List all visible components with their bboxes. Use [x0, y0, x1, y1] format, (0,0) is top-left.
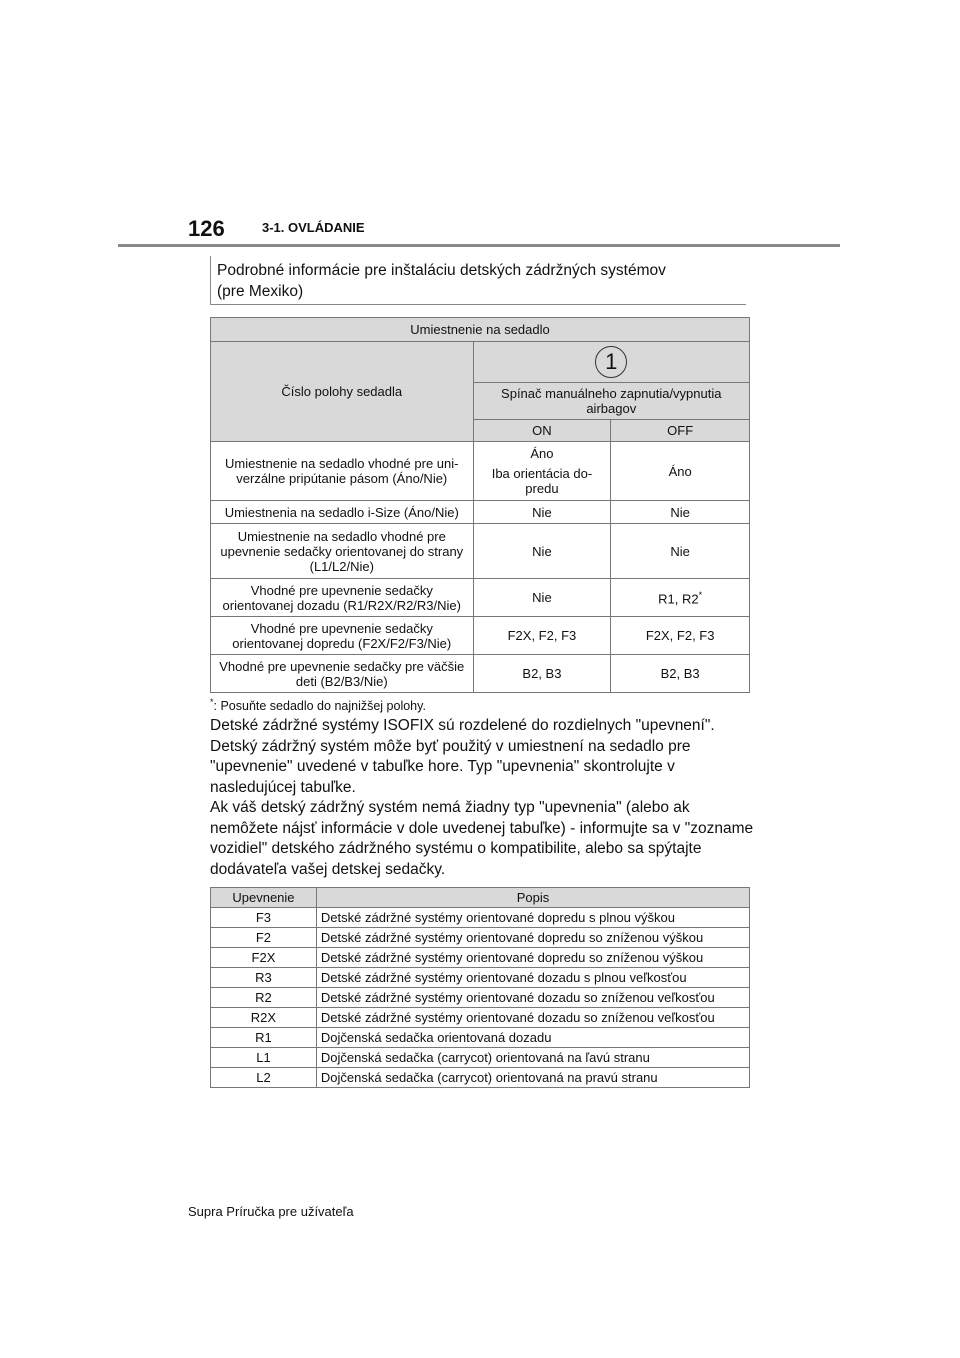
paragraph: Detské zádržné systémy ISOFIX sú rozdelené do rozdielnych "upevnení". Detský zádržný systém môže byť použitý v umiestnení na sedadlo pre "upevnenie" uvedené v tabuľke hore. Typ "upevnenia" skontrolujte v nasledujúcej tabuľke.: [210, 717, 715, 796]
table-row: [211, 617, 750, 655]
table-row: [211, 579, 750, 617]
off-header: OFF: [611, 420, 750, 442]
header-rule: [118, 244, 840, 247]
table-row: [211, 655, 750, 693]
table-row: [211, 501, 750, 524]
airbag-switch-label: Spínač manuálneho zapnutia/vypnutia airbagov: [473, 383, 749, 420]
seat-position-label: Číslo polohy sedadla: [211, 342, 474, 442]
on-value: Nie: [473, 579, 611, 617]
row-label: Umiestnenie na sedadlo vhodné pre upevnenie sedačky orientovanej do strany (L1/L2/Nie): [211, 524, 474, 579]
chapter-title: 3-1. OVLÁDANIE: [262, 220, 365, 235]
row-label: Vhodné pre upevnenie sedačky orientovanej dozadu (R1/R2X/R2/R3/Nie): [211, 579, 474, 617]
table-row: [211, 442, 750, 501]
table-row: F2 Detské zádržné systémy orientované dopredu so zníženou výškou: [211, 928, 750, 948]
fixture-column-header: Upevnenie: [211, 888, 317, 908]
off-value: R1, R2*: [611, 579, 750, 617]
table-row: F3 Detské zádržné systémy orientované dopredu s plnou výškou: [211, 908, 750, 928]
seat-position-table: [210, 317, 750, 693]
row-label: Vhodné pre upevnenie sedačky orientovanej dopredu (F2X/F2/F3/Nie): [211, 617, 474, 655]
table-row: R2 Detské zádržné systémy orientované dozadu so zníženou veľkosťou: [211, 988, 750, 1008]
table-row: L2 Dojčenská sedačka (carrycot) orientovaná na pravú stranu: [211, 1068, 750, 1088]
table-row: R1 Dojčenská sedačka orientovaná dozadu: [211, 1028, 750, 1048]
fixture-table: [210, 887, 750, 1088]
footer-text: Supra Príručka pre užívateľa: [188, 1204, 354, 1219]
info-box-line2: (pre Mexiko): [217, 283, 304, 300]
on-header: ON: [473, 420, 611, 442]
off-value: Nie: [611, 524, 750, 579]
description-column-header: Popis: [316, 888, 749, 908]
footnote-mark: *: [698, 590, 703, 601]
on-value: B2, B3: [473, 655, 611, 693]
off-value: F2X, F2, F3: [611, 617, 750, 655]
body-text: [210, 716, 755, 880]
table-row: R3 Detské zádržné systémy orientované dozadu s plnou veľkosťou: [211, 968, 750, 988]
table-row: L1 Dojčenská sedačka (carrycot) orientovaná na ľavú stranu: [211, 1048, 750, 1068]
table-row: F2X Detské zádržné systémy orientované dopredu so zníženou výškou: [211, 948, 750, 968]
position-number-badge: 1: [595, 346, 627, 378]
row-label: Vhodné pre upevnenie sedačky pre väčšie deti (B2/B3/Nie): [211, 655, 474, 693]
on-value: Nie: [473, 501, 611, 524]
row-label: Umiestnenia na sedadlo i-Size (Áno/Nie): [211, 501, 474, 524]
off-value: Áno: [611, 442, 750, 501]
table-row: [211, 524, 750, 579]
on-value: Nie: [473, 524, 611, 579]
info-box: [210, 256, 746, 305]
on-value: Áno Iba orientácia do-predu: [473, 442, 611, 501]
table-title: Umiestnenie na sedadlo: [211, 318, 750, 342]
info-box-line1: Podrobné informácie pre inštaláciu detských zádržných systémov: [217, 262, 666, 279]
off-value: Nie: [611, 501, 750, 524]
row-label: Umiestnenie na sedadlo vhodné pre uni-verzálne pripútanie pásom (Áno/Nie): [211, 442, 474, 501]
on-value: F2X, F2, F3: [473, 617, 611, 655]
off-value: B2, B3: [611, 655, 750, 693]
table-row: R2X Detské zádržné systémy orientované dozadu so zníženou veľkosťou: [211, 1008, 750, 1028]
page-number: 126: [188, 216, 225, 241]
footnote: *: Posuňte sedadlo do najnižšej polohy.: [210, 697, 426, 714]
paragraph: Ak váš detský zádržný systém nemá žiadny typ "upevnenia" (alebo ak nemôžete nájsť informácie v dole uvedenej tabuľke) - informujte sa v "zozname vozidiel" detského zádržného systému o kompatibilite, alebo sa spýtajte dodávateľa vašej detskej sedačky.: [210, 799, 754, 878]
